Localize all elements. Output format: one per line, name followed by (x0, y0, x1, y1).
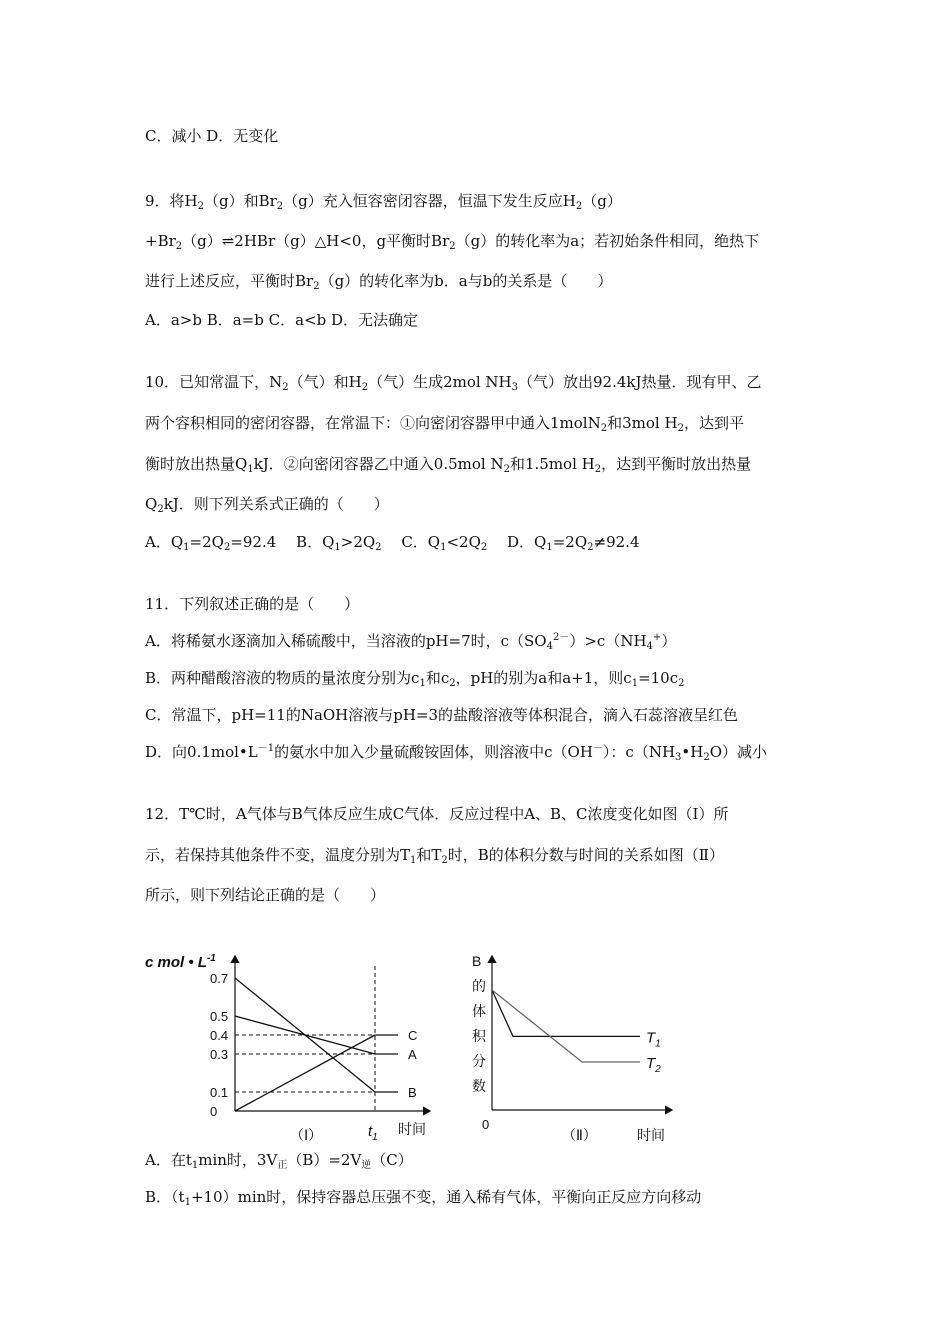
text: 10．已知常温下，N (145, 373, 283, 391)
f1-ylabel-exponent: -1 (206, 953, 216, 964)
f2-series-label-subscript: 1 (655, 1038, 661, 1050)
f2-ylabel-char: 的 (472, 978, 486, 994)
text: （g）和Br (204, 192, 277, 210)
text: 时，B的体积分数与时间的关系如图（Ⅱ） (447, 846, 725, 864)
superscript: － (592, 743, 603, 754)
subscript: 2 (503, 464, 510, 475)
subscript: 2 (678, 678, 685, 689)
text: （B）=2V (287, 1151, 362, 1169)
subscript: 1 (247, 464, 254, 475)
subscript: 2 (223, 542, 231, 553)
text: （g）⇌2HBr（g）△H<0，g平衡时Br (182, 232, 450, 250)
subscript: 1 (334, 542, 341, 553)
subscript: 2 (375, 542, 382, 553)
subscript: 1 (631, 678, 639, 689)
f2-series-label-subscript: 2 (655, 1064, 661, 1075)
q8-options: C．减小 D．无变化 (145, 127, 279, 145)
text: +10）min时，保持容器总压强不变，通入稀有气体，平衡向正反应方向移动 (190, 1188, 702, 1206)
text: B．两种醋酸溶液的物质的量浓度分别为c (145, 669, 420, 687)
f1-xlabel: 时间 (398, 1121, 426, 1137)
text: kJ．②向密闭容器乙中通入0.5mol N (253, 455, 504, 473)
f1-t1-subscript: 1 (372, 1132, 378, 1143)
text: 和T (416, 846, 442, 864)
text: （C） (371, 1151, 413, 1169)
subscript: 2 (575, 201, 583, 212)
text: ，达到平衡时放出热量 (601, 455, 752, 473)
text: A．在t (145, 1151, 192, 1169)
f1-y-tick: 0 (210, 1104, 218, 1119)
text: ，pH的别为a和a+1，则c (455, 669, 632, 687)
q12-line-3: 所示，则下列结论正确的是（ ） (145, 886, 386, 904)
q11-option-a (145, 631, 676, 651)
q9-line-3 (145, 271, 612, 291)
text: A．将稀氨水逐滴加入稀硫酸中，当溶液的pH=7时，c（SO (145, 632, 547, 650)
subscript: 2 (587, 542, 594, 553)
text: （g） (582, 192, 622, 210)
subscript: 1 (546, 542, 553, 553)
figure-1-chart (140, 948, 440, 1148)
f1-t1-label: $t_1$ (368, 1123, 378, 1143)
subscript: 1 (191, 1160, 199, 1171)
text: ≠92.4 (593, 533, 640, 551)
subscript: 2 (677, 423, 684, 434)
subscript: 2 (157, 504, 164, 515)
text: D．Q (487, 533, 547, 551)
f1-y-tick: 0.7 (210, 971, 229, 986)
text: min时，3V (198, 1151, 278, 1169)
q12-option-a (145, 1150, 413, 1170)
f2-series-label: $T_2$ (646, 1055, 661, 1075)
q9-line-2 (145, 231, 759, 251)
subscript: 2 (441, 855, 448, 866)
text: ）：c（NH (602, 743, 676, 761)
q11-option-b (145, 668, 685, 688)
subscript: 1 (419, 678, 426, 689)
subscript: 1 (440, 542, 447, 553)
f2-ylabel-char: 体 (472, 1003, 486, 1019)
subscript: 4 (546, 641, 553, 652)
superscript: + (652, 632, 662, 643)
text: 两个容积相同的密闭容器，在常温下：①向密闭容器甲中通入1molN (145, 414, 601, 432)
q11-option-d (145, 742, 767, 762)
q10-line-1 (145, 372, 762, 392)
superscript: －1 (257, 743, 275, 754)
q10-options (145, 532, 640, 552)
q10-line-2 (145, 413, 744, 433)
f1-y-tick: 0.4 (210, 1028, 229, 1043)
subscript: 2 (276, 201, 284, 212)
f2-ylabel-char: B (472, 953, 482, 969)
subscript: 2 (594, 464, 602, 475)
text: >2Q (340, 533, 376, 551)
f1-series-label-C: C (408, 1028, 418, 1043)
subscript: 正 (277, 1160, 288, 1171)
text: O）减小 (709, 743, 768, 761)
f2-series-T1 (492, 990, 640, 1036)
f2-series-label: $T_1$ (646, 1029, 661, 1050)
f2-ylabel-char: 数 (472, 1078, 486, 1094)
subscript: 4 (646, 641, 653, 652)
text: 的氨水中加入少量硫酸铵固体，则溶液中c（OH (274, 743, 593, 761)
f1-ylabel: c mol • $L^{-1}$ (145, 953, 216, 971)
subscript: 2 (480, 542, 488, 553)
subscript: 1 (184, 1197, 191, 1208)
text: 示，若保持其他条件不变，温度分别为T (145, 846, 411, 864)
text: （g）充入恒容密闭容器，恒温下发生反应H (283, 192, 576, 210)
subscript: 2 (175, 241, 183, 252)
q11-stem: 11．下列叙述正确的是（ ） (145, 595, 360, 613)
q9-line-1 (145, 191, 622, 211)
text: kJ．则下列关系式正确的（ ） (163, 495, 389, 513)
text: （气）生成2mol NH (368, 373, 512, 391)
q10-line-3 (145, 454, 751, 474)
figure-2-chart (462, 948, 682, 1148)
subscript: 2 (449, 678, 456, 689)
q10-line-4 (145, 494, 389, 514)
text: =10c (638, 669, 679, 687)
text: <2Q (446, 533, 481, 551)
subscript: 2 (361, 382, 369, 393)
text: （气）放出92.4kJ热量．现有甲、乙 (518, 373, 762, 391)
f2-title: （Ⅱ） (562, 1127, 597, 1143)
f2-ylabel-char: 分 (472, 1053, 486, 1069)
f2-ylabel-char: 积 (472, 1028, 486, 1044)
text: =2Q (189, 533, 224, 551)
text: +Br (145, 232, 176, 250)
subscript: 2 (703, 752, 710, 763)
text: Q (145, 495, 158, 513)
subscript: 3 (511, 382, 519, 393)
q12-line-1: 12．T℃时，A气体与B气体反应生成C气体．反应过程中A、B、C浓度变化如图（Ⅰ）所 (145, 805, 729, 823)
f2-xlabel: 时间 (637, 1127, 665, 1143)
f2-series-T2 (492, 990, 640, 1062)
q11-option-c: C．常温下，pH=11的NaOH溶液与pH=3的盐酸溶液等体积混合，滴入石蕊溶液呈红色 (145, 706, 739, 724)
text: （g）的转化率为b．a与b的关系是（ ） (319, 272, 613, 290)
subscript: 3 (675, 752, 682, 763)
f1-y-tick: 0.3 (210, 1047, 229, 1062)
f1-series-label-B: B (408, 1085, 417, 1100)
f1-y-tick: 0.5 (210, 1009, 229, 1024)
text: ）>c（NH (569, 632, 647, 650)
text: （g）的转化率为a；若初始条件相同，绝热下 (455, 232, 760, 250)
f1-series-label-A: A (408, 1047, 417, 1062)
text: 和1.5mol H (509, 455, 595, 473)
text: ，达到平 (683, 414, 744, 432)
text: C．Q (381, 533, 441, 551)
subscript: 逆 (361, 1160, 372, 1171)
text: 和c (425, 669, 450, 687)
q9-options: A．a>b B．a=b C．a<b D．无法确定 (145, 311, 419, 329)
text: A．Q (145, 533, 184, 551)
text: =92.4 B．Q (230, 533, 335, 551)
subscript: 2 (600, 423, 608, 434)
q12-option-b (145, 1187, 701, 1207)
subscript: 2 (313, 281, 320, 292)
subscript: 2 (282, 382, 289, 393)
subscript: 2 (449, 241, 456, 252)
text: 进行上述反应，平衡时Br (145, 272, 314, 290)
text: 9．将H (145, 192, 198, 210)
f2-origin: 0 (482, 1117, 490, 1132)
text: =2Q (552, 533, 588, 551)
q12-line-2 (145, 845, 724, 865)
f1-series-C (235, 1035, 375, 1111)
text: •H (681, 743, 704, 761)
text: 衡时放出热量Q (145, 455, 248, 473)
subscript: 1 (410, 855, 417, 866)
text: 和3mol H (607, 414, 678, 432)
text: （气）和H (288, 373, 362, 391)
superscript: 2－ (552, 632, 570, 643)
text: B．（t (145, 1188, 185, 1206)
subscript: 2 (197, 201, 204, 212)
text: D．向0.1mol•L (145, 743, 258, 761)
f1-y-tick: 0.1 (210, 1085, 229, 1100)
text: ） (661, 632, 677, 650)
f1-title: （Ⅰ） (290, 1127, 323, 1143)
subscript: 1 (183, 542, 190, 553)
